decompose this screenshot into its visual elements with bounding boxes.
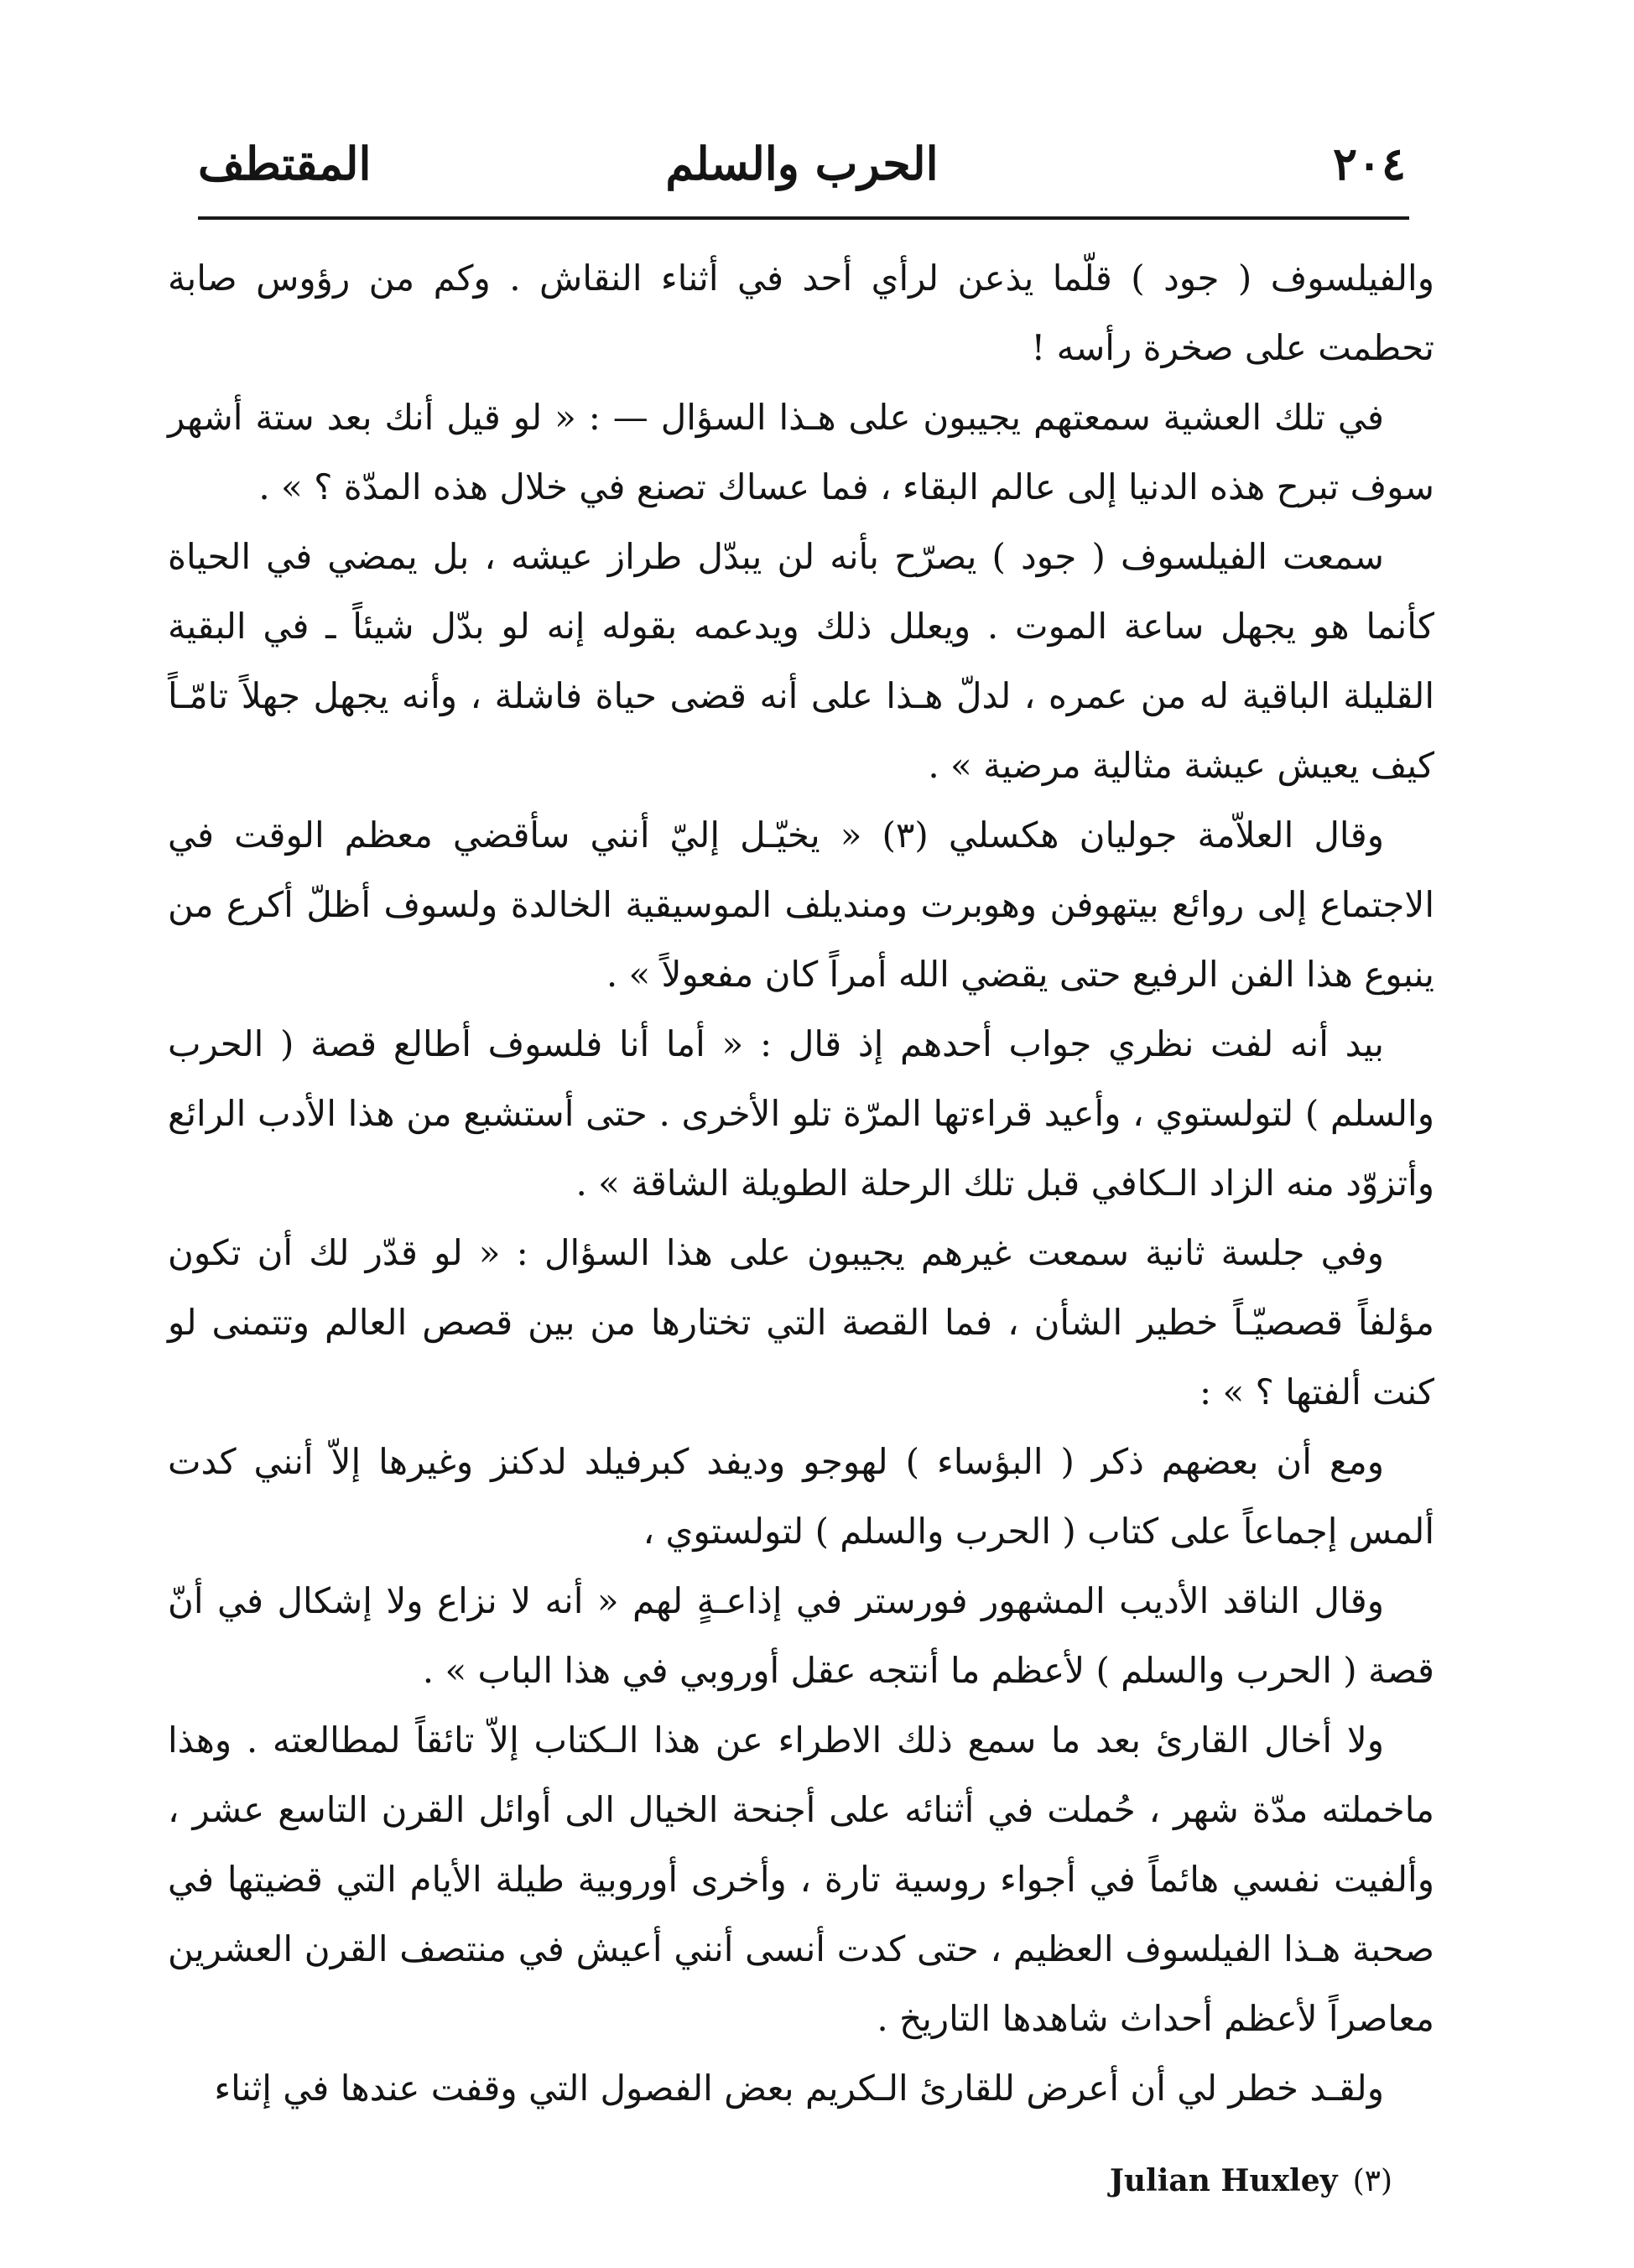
paragraph: ولقـد خطر لي أن أعرض للقارئ الـكريم بعض الفصول التي وقفت عندها في إثناء [214, 2068, 1384, 2109]
journal-name: المقتطف [198, 137, 372, 190]
paragraph: وقال العلاّمة جوليان هكسلي (٣) « يخيّـل إليّ أنني سأقضي معظم الوقت في الاجتماع إلى روائع بيتهوفن وهوبرت ومنديلف الموسيقية الخالدة ولسوف أظلّ أكرع من ينبوع هذا الفن الرفيع حتى يقضي الله أمراً كان مفعولاً » . [168, 814, 1434, 995]
paragraph: والفيلسوف ( جود ) قلّما يذعن لرأي أحد في أثناء النقاش . وكم من رؤوس صابة تحطمت على صخرة رأسه ! [168, 257, 1434, 368]
paragraph: بيد أنه لفت نظري جواب أحدهم إذ قال : « أما أنا فلسوف أطالع قصة ( الحرب والسلم ) لتولستوي ، وأعيد قراءتها المرّة تلو الأخرى . حتى أستشبع من هذا الأدب الرائع وأتزوّد منه الزاد الـكافي قبل تلك الرحلة الطويلة الشاقة » . [168, 1023, 1434, 1204]
paragraph: ومع أن بعضهم ذكر ( البؤساء ) لهوجو وديفد كبرفيلد لدكنز وغيرها إلاّ أنني كدت ألمس إجماعاً على كتاب ( الحرب والسلم ) لتولستوي ، [168, 1441, 1434, 1552]
paragraph: وفي جلسة ثانية سمعت غيرهم يجيبون على هذا السؤال : « لو قدّر لك أن تكون مؤلفاً قصصيّـاً خطير الشأن ، فما القصة التي تختارها من بين قصص العالم وتتمنى لو كنت ألفتها ؟ » : [168, 1232, 1434, 1412]
footnote-text: Julian Huxley [1109, 2163, 1338, 2198]
paragraph: سمعت الفيلسوف ( جود ) يصرّح بأنه لن يبدّل طراز عيشه ، بل يمضي في الحياة كأنما هو يجهل ساعة الموت . ويعلل ذلك ويدعمه بقوله إنه لو بدّل شيئاً ـ في البقية القليلة الباقية له من عمره ، لدلّ هـذا على أنه قضى حياة فاشلة ، وأنه يجهل جهلاً تامّـاً كيف يعيش عيشة مثالية مرضية » . [168, 536, 1434, 786]
paragraph: ولا أخال القارئ بعد ما سمع ذلك الاطراء عن هذا الـكتاب إلاّ تائقاً لمطالعته . وهذا ماخملته مدّة شهر ، حُملت في أثنائه على أجنحة الخيال الى أوائل القرن التاسع عشر ، وألفيت نفسي هائماً في أجواء روسية تارة ، وأخرى أوروبية طيلة الأيام التي قضيتها في صحبة هـذا الفيلسوف العظيم ، حتى كدت أنسى أنني أعيش في منتصف القرن العشرين معاصراً لأعظم أحداث شاهدها التاريخ . [168, 1719, 1434, 2039]
page-number: ٢٠٤ [1332, 137, 1406, 190]
article-body [168, 243, 1434, 2114]
footnote [1090, 2156, 1392, 2206]
header-rule [198, 216, 1409, 220]
paragraph: وقال الناقد الأديب المشهور فورستر في إذاعـةٍ لهم « أنه لا نزاع ولا إشكال في أنّ قصة ( الحرب والسلم ) لأعظم ما أنتجه عقل أوروبي في هذا الباب » . [168, 1580, 1434, 1691]
page-header [198, 122, 1406, 205]
page-title: الحرب والسلم [665, 137, 939, 190]
paragraph: في تلك العشية سمعتهم يجيبون على هـذا السؤال — : « لو قيل أنك بعد ستة أشهر سوف تبرح هذه الدنيا إلى عالم البقاء ، فما عساك تصنع في خلال هذه المدّة ؟ » . [168, 397, 1434, 507]
footnote-marker: (٣) [1352, 2163, 1392, 2198]
